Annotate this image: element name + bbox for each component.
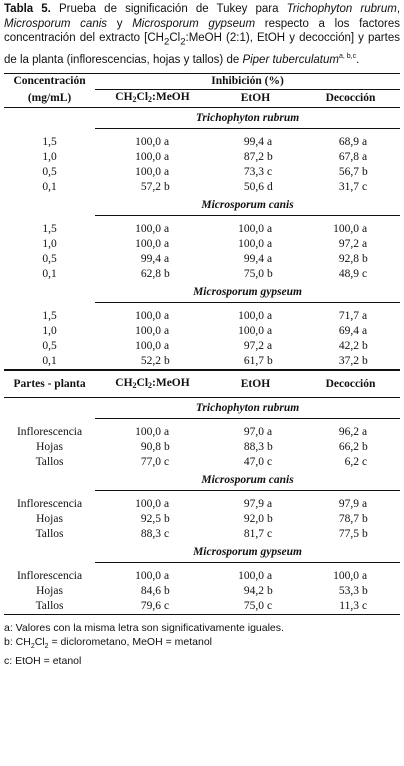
row-label: 1,0 xyxy=(42,151,57,164)
results-table xyxy=(4,73,400,370)
organism-name: Trichophyton rubrum xyxy=(95,108,400,129)
table-row xyxy=(4,440,400,455)
value-cell: 100,0 a xyxy=(238,223,273,236)
value-cell: 62,8 b xyxy=(140,268,170,281)
value-cell: 100,0 a xyxy=(135,340,170,353)
value-cell: 48,9 c xyxy=(338,268,368,281)
value-cell: 92,8 b xyxy=(338,253,368,266)
table-row xyxy=(4,425,400,440)
value-cell: 69,4 a xyxy=(338,325,368,338)
value-cell: 50,6 d xyxy=(243,181,273,194)
value-cell: 78,7 b xyxy=(338,513,368,526)
decoction-header: Decocción xyxy=(325,92,376,105)
organism-name: Trichophyton rubrum xyxy=(95,398,400,419)
value-cell: 100,0 a xyxy=(135,166,170,179)
row-label: Hojas xyxy=(36,513,63,526)
organism-row xyxy=(4,282,400,303)
value-cell: 71,7 a xyxy=(338,310,368,323)
units-header: (mg/mL) xyxy=(27,91,72,104)
row-label: 1,5 xyxy=(42,223,57,236)
row-label: Hojas xyxy=(36,441,63,454)
parts-header-row xyxy=(4,371,400,398)
row-label: Inflorescencia xyxy=(16,498,83,511)
table-row xyxy=(4,339,400,354)
value-cell: 92,5 b xyxy=(140,513,170,526)
table-row xyxy=(4,165,400,180)
table-row xyxy=(4,599,400,615)
etoh-header: EtOH xyxy=(240,92,271,105)
value-cell: 42,2 b xyxy=(338,340,368,353)
value-cell: 100,0 a xyxy=(135,570,170,583)
parts-header: Partes - planta xyxy=(13,377,86,390)
row-label: 1,0 xyxy=(42,238,57,251)
value-cell: 100,0 a xyxy=(238,310,273,323)
inhibition-header: Inhibición (%) xyxy=(95,74,400,90)
organism-row xyxy=(4,195,400,216)
value-cell: 100,0 a xyxy=(135,325,170,338)
value-cell: 77,5 b xyxy=(338,528,368,541)
table-row xyxy=(4,512,400,527)
value-cell: 100,0 a xyxy=(238,325,273,338)
value-cell: 11,3 c xyxy=(339,600,368,613)
value-cell: 100,0 a xyxy=(135,310,170,323)
value-cell: 100,0 a xyxy=(135,498,170,511)
value-cell: 6,2 c xyxy=(344,456,368,469)
value-cell: 97,2 a xyxy=(243,340,273,353)
row-label: 1,5 xyxy=(42,136,57,149)
organism-name: Microsporum gypseum xyxy=(95,542,400,563)
table-row xyxy=(4,150,400,165)
row-label: 0,1 xyxy=(42,268,57,281)
footnotes xyxy=(4,621,400,668)
row-label: 1,5 xyxy=(42,310,57,323)
value-cell: 96,2 a xyxy=(338,426,368,439)
organism-row xyxy=(4,398,400,419)
table-row xyxy=(4,354,400,370)
table-row xyxy=(4,584,400,599)
table-row xyxy=(4,180,400,195)
organism-name: Microsporum gypseum xyxy=(95,282,400,303)
table-row xyxy=(4,455,400,470)
value-cell: 100,0 a xyxy=(238,570,273,583)
row-label: 0,5 xyxy=(42,253,57,266)
value-cell: 97,9 a xyxy=(243,498,273,511)
table-row xyxy=(4,569,400,584)
table-row xyxy=(4,309,400,324)
value-cell: 75,0 c xyxy=(243,600,273,613)
footnote-a: a: Valores con la misma letra son significativamente iguales. xyxy=(4,622,284,635)
row-label: 0,5 xyxy=(42,340,57,353)
value-cell: 100,0 a xyxy=(135,238,170,251)
table-row xyxy=(4,237,400,252)
value-cell: 66,2 b xyxy=(338,441,368,454)
value-cell: 99,4 a xyxy=(140,253,170,266)
value-cell: 67,8 a xyxy=(338,151,368,164)
parts-table xyxy=(4,370,400,615)
value-cell: 52,2 b xyxy=(140,355,170,368)
value-cell: 88,3 c xyxy=(140,528,170,541)
value-cell: 53,3 b xyxy=(338,585,368,598)
table-row xyxy=(4,324,400,339)
value-cell: 99,4 a xyxy=(243,136,273,149)
ch2cl2-header: $CH_2Cl_2:MeOH$ xyxy=(115,91,190,105)
value-cell: 68,9 a xyxy=(338,136,368,149)
concentration-header: Concentración xyxy=(13,75,86,88)
value-cell: 100,0 a xyxy=(333,223,368,236)
value-cell: 57,2 b xyxy=(140,181,170,194)
header-row-sub xyxy=(4,90,400,108)
value-cell: 56,7 b xyxy=(338,166,368,179)
value-cell: 100,0 a xyxy=(333,570,368,583)
value-cell: 87,2 b xyxy=(243,151,273,164)
organism-name: Microsporum canis xyxy=(95,470,400,491)
value-cell: 75,0 b xyxy=(243,268,273,281)
row-label: 1,0 xyxy=(42,325,57,338)
table-caption: Tabla 5. Prueba de significación de Tukey para Trichophyton rubrum, Microsporum canis y Microsporum gypseum respecto a los factores concentración del extracto [$CH_2Cl_2:MeOH$ (2:1), EtOH y decocción] y partes de la planta (inflorescencias, hojas y tallos) de Piper tuberculatum$^{a, b,c}$. xyxy=(4,3,401,66)
row-label: Tallos xyxy=(35,528,64,541)
row-label: 0,1 xyxy=(42,181,57,194)
row-label: 0,1 xyxy=(42,355,57,368)
value-cell: 97,2 a xyxy=(338,238,368,251)
table-row xyxy=(4,267,400,282)
footnote-c: c: EtOH = etanol xyxy=(4,655,82,668)
value-cell: 94,2 b xyxy=(243,585,273,598)
value-cell: 37,2 b xyxy=(338,355,368,368)
value-cell: 92,0 b xyxy=(243,513,273,526)
table-row xyxy=(4,497,400,512)
value-cell: 77,0 c xyxy=(140,456,170,469)
value-cell: 81,7 c xyxy=(243,528,273,541)
value-cell: 100,0 a xyxy=(135,426,170,439)
value-cell: 61,7 b xyxy=(243,355,273,368)
value-cell: 99,4 a xyxy=(243,253,273,266)
ch2cl2-header-2: $CH_2Cl_2:MeOH$ xyxy=(115,376,190,390)
value-cell: 100,0 a xyxy=(238,238,273,251)
organism-row xyxy=(4,470,400,491)
row-label: Tallos xyxy=(35,456,64,469)
value-cell: 90,8 b xyxy=(140,441,170,454)
value-cell: 100,0 a xyxy=(135,223,170,236)
decoction-header-2: Decocción xyxy=(325,377,376,390)
caption-label: Tabla 5. xyxy=(4,3,51,15)
value-cell: 100,0 a xyxy=(135,151,170,164)
value-cell: 84,6 b xyxy=(140,585,170,598)
organism-row xyxy=(4,542,400,563)
table-row xyxy=(4,222,400,237)
table-row xyxy=(4,135,400,150)
table-row xyxy=(4,252,400,267)
value-cell: 47,0 c xyxy=(243,456,273,469)
value-cell: 97,0 a xyxy=(243,426,273,439)
header-row-top xyxy=(4,74,400,90)
value-cell: 73,3 c xyxy=(243,166,273,179)
row-label: Hojas xyxy=(36,585,63,598)
row-label: Tallos xyxy=(35,600,64,613)
value-cell: 79,6 c xyxy=(140,600,170,613)
organism-row xyxy=(4,108,400,129)
value-cell: 97,9 a xyxy=(338,498,368,511)
etoh-header-2: EtOH xyxy=(240,377,271,390)
row-label: Inflorescencia xyxy=(16,570,83,583)
organism-name: Microsporum canis xyxy=(95,195,400,216)
table-row xyxy=(4,527,400,542)
row-label: 0,5 xyxy=(42,166,57,179)
row-label: Inflorescencia xyxy=(16,426,83,439)
value-cell: 31,7 c xyxy=(338,181,368,194)
value-cell: 100,0 a xyxy=(135,136,170,149)
value-cell: 88,3 b xyxy=(243,441,273,454)
footnote-b: b: $CH_2Cl_2$ = diclorometano, MeOH = metanol xyxy=(4,636,212,651)
